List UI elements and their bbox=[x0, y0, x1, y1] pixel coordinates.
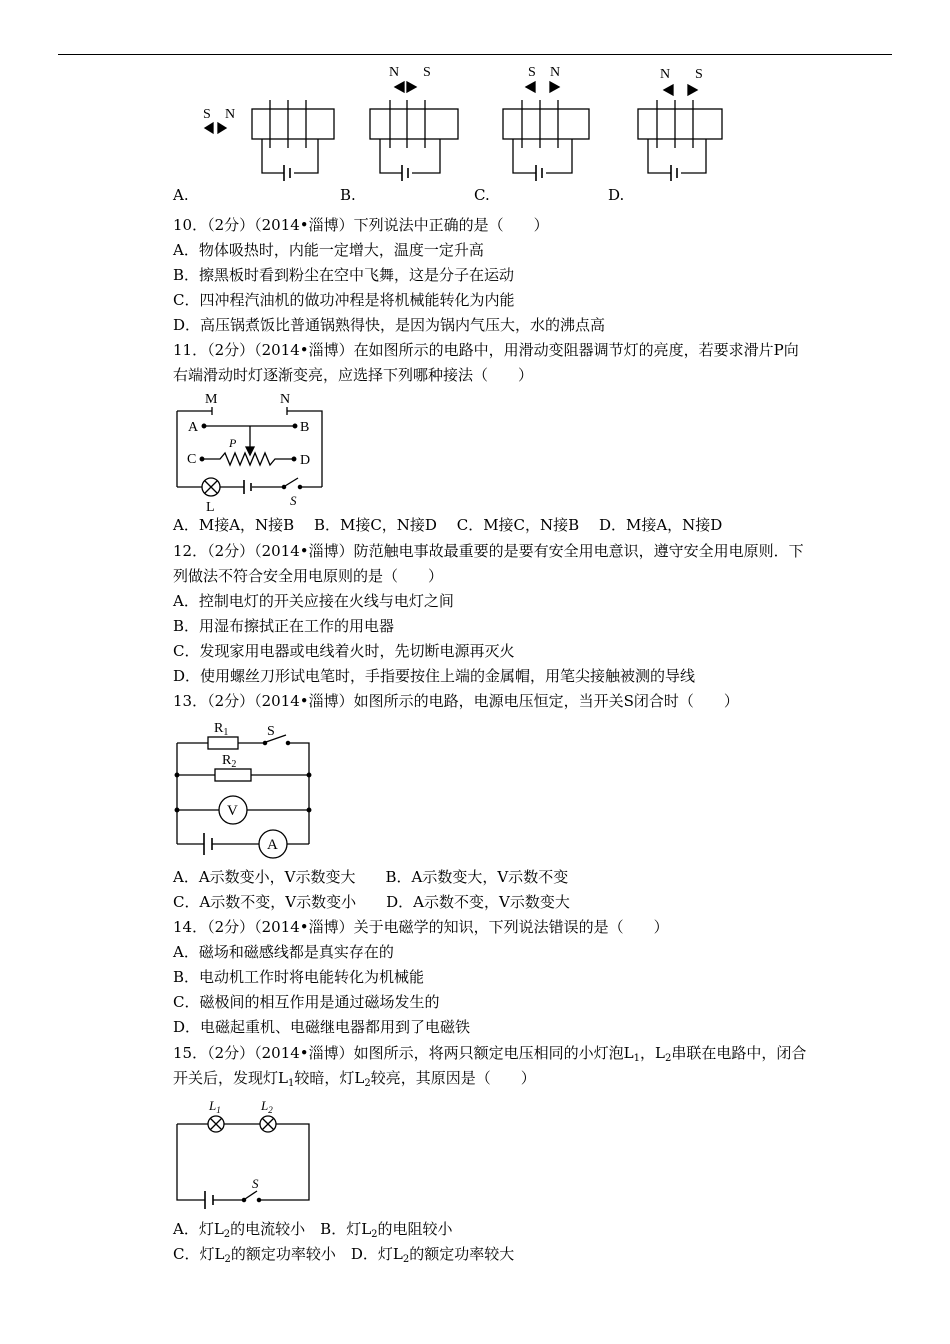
q13-label-r2: $R_2$ bbox=[222, 753, 237, 770]
q12-stem-line1: 12．（2分）（2014•淄博）防范触电事故最重要的是要有安全用电意识，遵守安全用电原则．下 bbox=[173, 542, 804, 560]
q15-label-s: S bbox=[252, 1176, 259, 1191]
q15-stem-line2: 开关后，发现灯$L_1$较暗，灯$L_2$较亮，其原因是（ ） bbox=[173, 1069, 536, 1089]
q11-label-d: D bbox=[300, 453, 311, 468]
q10-option-b: B．擦黑板时看到粉尘在空中飞舞，这是分子在运动 bbox=[173, 266, 515, 284]
q11-stem-line2: 右端滑动时灯逐渐变亮，应选择下列哪种接法（ ） bbox=[173, 366, 534, 384]
q9-d-pole-right: S bbox=[695, 67, 703, 82]
q11-label-l: L bbox=[206, 500, 215, 515]
q15-stem-line1: 15．（2分）（2014•淄博）如图所示，将两只额定电压相同的小灯泡$L_1$，$L_2$串联在电路中，闭合 bbox=[173, 1044, 807, 1064]
q9-b-pole-left: N bbox=[389, 65, 400, 80]
q9-c-pole-right: N bbox=[550, 65, 561, 80]
q10-stem: 10．（2分）（2014•淄博）下列说法中正确的是（ ） bbox=[173, 216, 549, 234]
q9-a-pole-left: S bbox=[203, 107, 211, 122]
q9-option-d: D. bbox=[608, 186, 625, 204]
q11-label-p: P bbox=[229, 436, 237, 450]
q9-c-pole-left: S bbox=[528, 65, 536, 80]
q13-ammeter-label: A bbox=[267, 837, 278, 853]
q13-label-r1: $R_1$ bbox=[214, 721, 229, 738]
q9-figure-c bbox=[503, 82, 589, 181]
q11-circuit-diagram bbox=[172, 389, 332, 514]
q12-option-b: B．用湿布擦拭正在工作的用电器 bbox=[173, 617, 395, 635]
q14-option-b: B．电动机工作时将电能转化为机械能 bbox=[173, 968, 425, 986]
q11-label-s: S bbox=[290, 493, 297, 508]
q11-label-c: C bbox=[187, 452, 197, 467]
q12-option-d: D．使用螺丝刀形试电笔时，手指要按住上端的金属帽，用笔尖接触被测的导线 bbox=[173, 667, 696, 685]
q15-label-l1: $L_1$ bbox=[209, 1098, 221, 1115]
q11-label-b: B bbox=[300, 420, 310, 435]
q13-stem: 13．（2分）（2014•淄博）如图所示的电路，电源电压恒定，当开关S闭合时（ ） bbox=[173, 692, 739, 710]
q9-figure-d bbox=[638, 85, 722, 181]
q13-circuit-diagram bbox=[172, 716, 322, 864]
q10-option-a: A．物体吸热时，内能一定增大，温度一定升高 bbox=[173, 241, 484, 259]
q12-stem-line2: 列做法不符合安全用电原则的是（ ） bbox=[173, 567, 444, 585]
q9-figure-b bbox=[370, 82, 458, 181]
q14-option-c: C．磁极间的相互作用是通过磁场发生的 bbox=[173, 993, 440, 1011]
q9-option-b: B. bbox=[340, 186, 356, 204]
q11-options: A．M接A，N接B B．M接C，N接D C．M接C，N接B D．M接A，N接D bbox=[173, 516, 723, 534]
q11-label-m: M bbox=[205, 392, 218, 407]
q14-stem: 14．（2分）（2014•淄博）关于电磁学的知识，下列说法错误的是（ ） bbox=[173, 918, 669, 936]
q14-option-a: A．磁场和磁感线都是真实存在的 bbox=[173, 943, 394, 961]
q9-figures bbox=[0, 0, 950, 200]
q10-option-d: D．高压锅煮饭比普通锅熟得快，是因为锅内气压大，水的沸点高 bbox=[173, 316, 606, 334]
q9-option-a: A. bbox=[173, 186, 189, 204]
q9-b-pole-right: S bbox=[423, 65, 431, 80]
q9-option-c: C. bbox=[474, 186, 490, 204]
q13-options-row1: A．A示数变小，V示数变大 B．A示数变大，V示数不变 bbox=[173, 868, 569, 886]
q15-options-row1: A．灯$L_2$的电流较小 B．灯$L_2$的电阻较小 bbox=[173, 1220, 453, 1240]
q14-option-d: D．电磁起重机、电磁继电器都用到了电磁铁 bbox=[173, 1018, 471, 1036]
q9-a-pole-right: N bbox=[225, 107, 236, 122]
q12-option-a: A．控制电灯的开关应接在火线与电灯之间 bbox=[173, 592, 454, 610]
q15-circuit-diagram bbox=[172, 1096, 322, 1206]
q15-label-l2: $L_2$ bbox=[261, 1098, 273, 1115]
q13-label-s: S bbox=[267, 724, 275, 739]
q11-label-n: N bbox=[280, 392, 291, 407]
q9-d-pole-left: N bbox=[660, 67, 671, 82]
q13-voltmeter-label: V bbox=[227, 803, 238, 819]
q15-options-row2: C．灯$L_2$的额定功率较小 D．灯$L_2$的额定功率较大 bbox=[173, 1245, 515, 1265]
q11-stem-line1: 11．（2分）（2014•淄博）在如图所示的电路中，用滑动变阻器调节灯的亮度，若要求滑片P向 bbox=[173, 341, 799, 359]
q12-option-c: C．发现家用电器或电线着火时，先切断电源再灭火 bbox=[173, 642, 515, 660]
q10-option-c: C．四冲程汽油机的做功冲程是将机械能转化为内能 bbox=[173, 291, 515, 309]
q13-options-row2: C．A示数不变，V示数变小 D．A示数不变，V示数变大 bbox=[173, 893, 570, 911]
q11-label-a: A bbox=[188, 420, 199, 435]
